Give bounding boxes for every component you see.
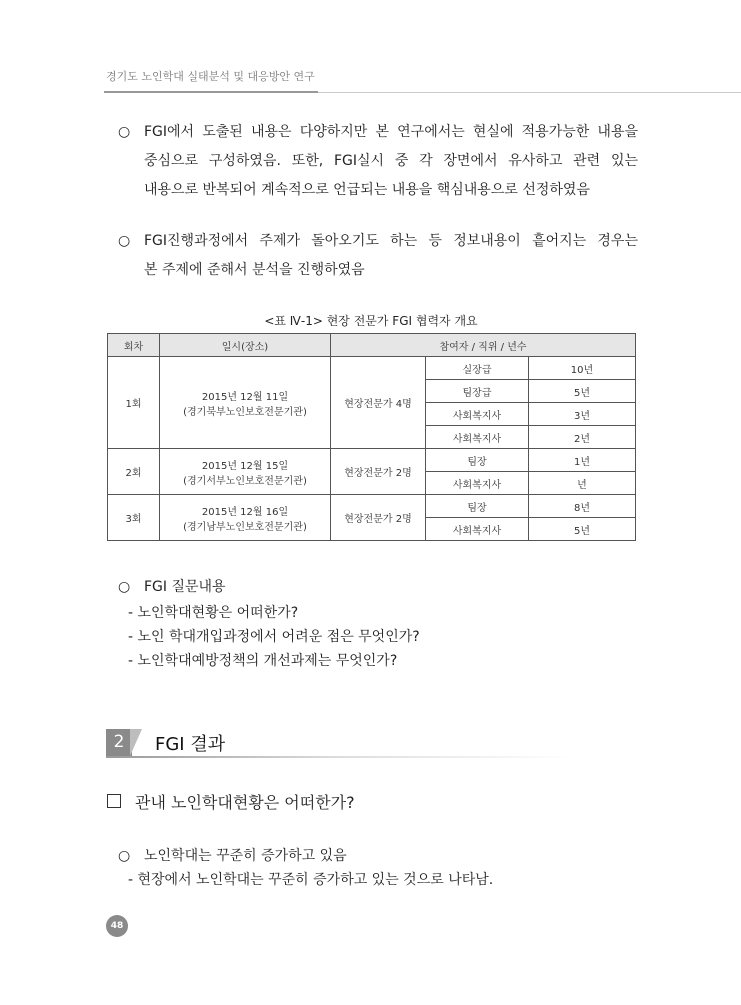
section-underline — [106, 756, 576, 758]
paragraph-line: FGI에서 도출된 내용은 다양하지만 본 연구에서는 현실에 적용가능한 내용을 — [144, 124, 638, 140]
paragraph-2 — [118, 227, 638, 285]
bullet-circle: ○ — [118, 848, 131, 864]
experts-cell: 현장전문가 4명 — [331, 357, 426, 449]
table-row — [108, 357, 636, 380]
questions-block — [118, 575, 420, 673]
position-cell: 팀장 — [426, 449, 529, 472]
session-cell: 2회 — [108, 449, 160, 495]
header-session: 회차 — [108, 334, 160, 357]
experts-cell: 현장전문가 2명 — [331, 449, 426, 495]
position-cell: 사회복지사 — [426, 472, 529, 495]
years-cell: 2년 — [529, 426, 636, 449]
header-participants: 참여자 / 직위 / 년수 — [331, 334, 636, 357]
years-cell: 년 — [529, 472, 636, 495]
bullet-circle: ○ — [118, 124, 131, 140]
position-cell: 팀장 — [426, 495, 529, 518]
paragraph-line: 본 주제에 준해서 분석을 진행하였음 — [144, 262, 365, 278]
date-text: 2015년 12월 16일 — [201, 506, 289, 518]
section-title: FGI 결과 — [155, 734, 226, 755]
date-text: 2015년 12월 11일 — [201, 391, 289, 403]
questions-title: FGI 질문내용 — [144, 579, 226, 595]
subsection-heading — [107, 790, 355, 813]
fgi-participants-table — [107, 333, 636, 541]
table-row — [108, 449, 636, 472]
bullet-circle: ○ — [118, 579, 131, 595]
finding-block — [118, 844, 493, 892]
place-text: (경기남부노인보호전문기관) — [183, 521, 307, 533]
datetime-cell — [160, 495, 331, 541]
datetime-cell — [160, 357, 331, 449]
years-cell: 10년 — [529, 357, 636, 380]
session-cell: 1회 — [108, 357, 160, 449]
square-bullet-icon — [107, 794, 121, 808]
table-row — [108, 495, 636, 518]
position-cell: 사회복지사 — [426, 518, 529, 541]
paragraph-line: FGI진행과정에서 주제가 돌아오기도 하는 등 정보내용이 흩어지는 경우는 — [144, 233, 638, 249]
page-number-badge: 48 — [106, 915, 128, 937]
years-cell: 5년 — [529, 518, 636, 541]
bullet-circle: ○ — [118, 233, 131, 249]
years-cell: 3년 — [529, 403, 636, 426]
section-number-badge: 2 — [106, 729, 132, 756]
question-item: - 노인학대현황은 어떠한가? — [128, 605, 299, 621]
header-divider — [104, 91, 318, 93]
place-text: (경기서부노인보호전문기관) — [183, 475, 307, 487]
experts-cell: 현장전문가 2명 — [331, 495, 426, 541]
question-item: - 노인 학대개입과정에서 어려운 점은 무엇인가? — [128, 629, 420, 645]
finding-title: 노인학대는 꾸준히 증가하고 있음 — [144, 848, 347, 864]
header-datetime: 일시(장소) — [160, 334, 331, 357]
session-cell: 3회 — [108, 495, 160, 541]
section-badge-accent — [130, 729, 142, 756]
running-header: 경기도 노인학대 실태분석 및 대응방안 연구 — [106, 70, 315, 83]
position-cell: 사회복지사 — [426, 403, 529, 426]
position-cell: 사회복지사 — [426, 426, 529, 449]
question-item: - 노인학대예방정책의 개선과제는 무엇인가? — [128, 653, 398, 669]
years-cell: 8년 — [529, 495, 636, 518]
paragraph-1 — [118, 118, 638, 205]
subsection-title: 관내 노인학대현황은 어떠한가? — [135, 793, 355, 812]
paragraph-line: 중심으로 구성하였음. 또한, FGI실시 중 각 장면에서 유사하고 관련 있는 — [144, 153, 638, 169]
position-cell: 실장급 — [426, 357, 529, 380]
position-cell: 팀장급 — [426, 380, 529, 403]
place-text: (경기북부노인보호전문기관) — [183, 406, 307, 418]
datetime-cell — [160, 449, 331, 495]
years-cell: 5년 — [529, 380, 636, 403]
table-caption: <표 Ⅳ-1> 현장 전문가 FGI 협력자 개요 — [264, 314, 478, 328]
date-text: 2015년 12월 15일 — [201, 460, 289, 472]
finding-item: - 현장에서 노인학대는 꾸준히 증가하고 있는 것으로 나타남. — [128, 872, 494, 888]
header-divider-light — [318, 92, 741, 93]
years-cell: 1년 — [529, 449, 636, 472]
paragraph-line: 내용으로 반복되어 계속적으로 언급되는 내용을 핵심내용으로 선정하였음 — [144, 182, 590, 198]
